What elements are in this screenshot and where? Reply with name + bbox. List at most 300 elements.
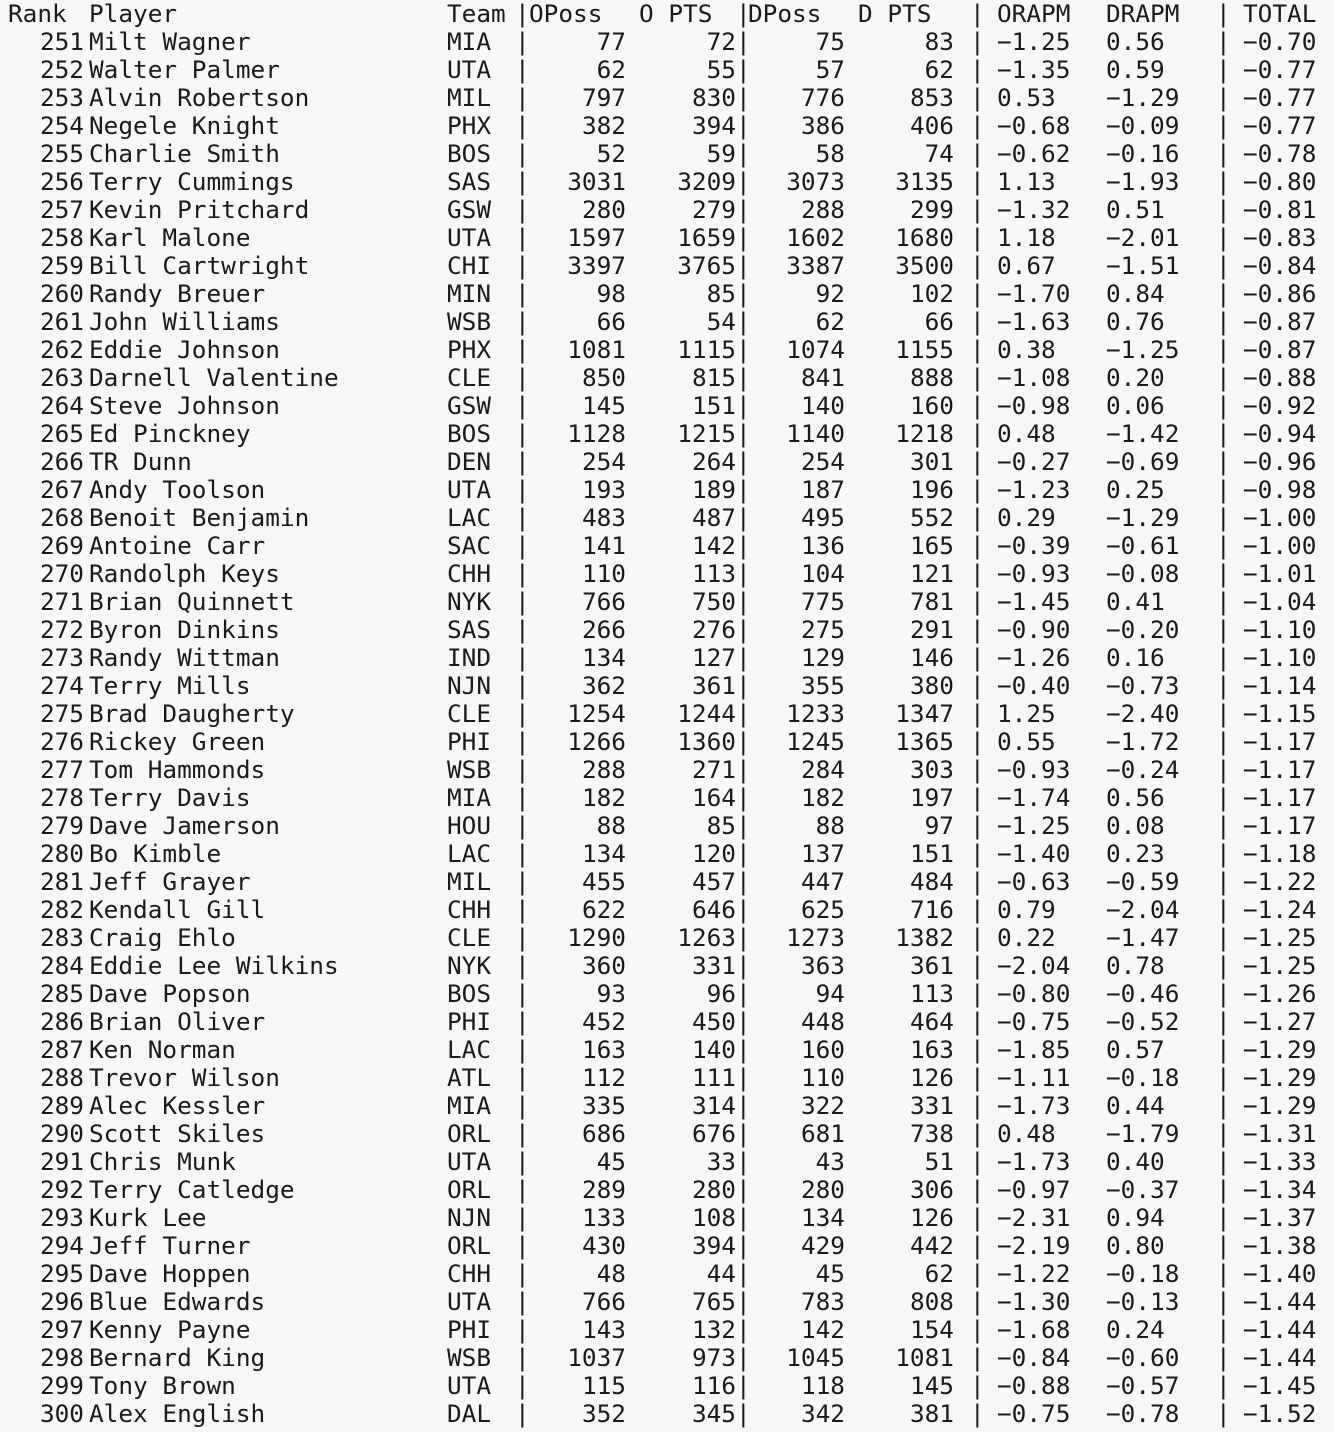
column-separator: | bbox=[736, 1287, 751, 1316]
column-separator: | bbox=[1216, 1091, 1231, 1120]
column-separator: | bbox=[1216, 111, 1231, 140]
cell-opts: 142 bbox=[691, 531, 736, 560]
cell-opts: 140 bbox=[691, 1035, 736, 1064]
cell-total: −1.25 bbox=[1243, 951, 1317, 980]
table-row bbox=[0, 392, 1334, 420]
cell-dpts: 197 bbox=[909, 783, 954, 812]
cell-player: Terry Mills bbox=[89, 671, 251, 700]
cell-drapm: 0.57 bbox=[1106, 1035, 1165, 1064]
cell-drapm: −0.09 bbox=[1106, 111, 1180, 140]
column-separator: | bbox=[515, 1091, 530, 1120]
cell-opts: 54 bbox=[706, 307, 736, 336]
cell-player: Eddie Lee Wilkins bbox=[89, 951, 339, 980]
cell-opts: 111 bbox=[691, 1063, 736, 1092]
cell-drapm: −0.13 bbox=[1106, 1287, 1180, 1316]
cell-opts: 3765 bbox=[677, 251, 736, 280]
column-separator: | bbox=[736, 279, 751, 308]
column-separator: | bbox=[970, 671, 985, 700]
column-separator: | bbox=[736, 783, 751, 812]
cell-orapm: −2.04 bbox=[997, 951, 1071, 980]
column-separator: | bbox=[515, 111, 530, 140]
cell-drapm: −2.04 bbox=[1106, 895, 1180, 924]
cell-rank: 291 bbox=[39, 1147, 84, 1176]
cell-dpts: 102 bbox=[909, 279, 954, 308]
column-separator: | bbox=[1216, 951, 1231, 980]
cell-opts: 314 bbox=[691, 1091, 736, 1120]
cell-opts: 85 bbox=[706, 279, 736, 308]
column-separator: | bbox=[736, 727, 751, 756]
cell-opts: 973 bbox=[691, 1343, 736, 1372]
cell-team: UTA bbox=[447, 1371, 492, 1400]
table-row bbox=[0, 952, 1334, 980]
cell-rank: 280 bbox=[39, 839, 84, 868]
cell-dpts: 154 bbox=[909, 1315, 954, 1344]
column-separator: | bbox=[515, 1343, 530, 1372]
cell-team: ORL bbox=[447, 1119, 492, 1148]
cell-drapm: 0.40 bbox=[1106, 1147, 1165, 1176]
cell-player: Craig Ehlo bbox=[89, 923, 236, 952]
cell-orapm: −1.22 bbox=[997, 1259, 1071, 1288]
cell-oposs: 430 bbox=[581, 1231, 626, 1260]
table-row bbox=[0, 308, 1334, 336]
cell-drapm: 0.59 bbox=[1106, 55, 1165, 84]
cell-player: Alvin Robertson bbox=[89, 83, 310, 112]
cell-oposs: 850 bbox=[581, 363, 626, 392]
cell-oposs: 1037 bbox=[567, 1343, 626, 1372]
column-separator: | bbox=[970, 195, 985, 224]
cell-team: LAC bbox=[447, 503, 492, 532]
column-separator: | bbox=[1216, 1399, 1231, 1428]
cell-orapm: −0.98 bbox=[997, 391, 1071, 420]
cell-opts: 151 bbox=[691, 391, 736, 420]
cell-team: SAS bbox=[447, 615, 492, 644]
column-separator: | bbox=[515, 559, 530, 588]
cell-team: CHH bbox=[447, 1259, 492, 1288]
cell-team: GSW bbox=[447, 391, 492, 420]
column-separator: | bbox=[1216, 1343, 1231, 1372]
column-separator: | bbox=[515, 867, 530, 896]
cell-player: Dave Hoppen bbox=[89, 1259, 251, 1288]
cell-rank: 267 bbox=[39, 475, 84, 504]
cell-team: CHH bbox=[447, 559, 492, 588]
table-row bbox=[0, 140, 1334, 168]
column-separator: | bbox=[1216, 895, 1231, 924]
cell-oposs: 766 bbox=[581, 587, 626, 616]
cell-rank: 292 bbox=[39, 1175, 84, 1204]
cell-total: −1.00 bbox=[1243, 503, 1317, 532]
table-row bbox=[0, 812, 1334, 840]
column-separator: | bbox=[515, 139, 530, 168]
cell-total: −0.88 bbox=[1243, 363, 1317, 392]
cell-oposs: 163 bbox=[581, 1035, 626, 1064]
cell-opts: 96 bbox=[706, 979, 736, 1008]
cell-dpts: 146 bbox=[909, 643, 954, 672]
column-separator: | bbox=[1216, 27, 1231, 56]
cell-drapm: 0.80 bbox=[1106, 1231, 1165, 1260]
column-separator: | bbox=[736, 1119, 751, 1148]
cell-orapm: −1.68 bbox=[997, 1315, 1071, 1344]
cell-oposs: 193 bbox=[581, 475, 626, 504]
cell-opts: 132 bbox=[691, 1315, 736, 1344]
cell-total: −0.94 bbox=[1243, 419, 1317, 448]
cell-total: −1.24 bbox=[1243, 895, 1317, 924]
cell-player: Ken Norman bbox=[89, 1035, 236, 1064]
cell-team: WSB bbox=[447, 307, 492, 336]
cell-opts: 59 bbox=[706, 139, 736, 168]
cell-dpts: 306 bbox=[909, 1175, 954, 1204]
cell-orapm: −0.93 bbox=[997, 559, 1071, 588]
cell-total: −0.70 bbox=[1243, 27, 1317, 56]
column-separator: | bbox=[736, 419, 751, 448]
table-row bbox=[0, 700, 1334, 728]
cell-orapm: −0.88 bbox=[997, 1371, 1071, 1400]
cell-oposs: 77 bbox=[596, 27, 626, 56]
cell-dpts: 331 bbox=[909, 1091, 954, 1120]
cell-rank: 256 bbox=[39, 167, 84, 196]
cell-team: DEN bbox=[447, 447, 492, 476]
cell-drapm: 0.20 bbox=[1106, 363, 1165, 392]
cell-total: −1.14 bbox=[1243, 671, 1317, 700]
cell-dpts: 1365 bbox=[895, 727, 954, 756]
column-separator: | bbox=[1216, 643, 1231, 672]
cell-rank: 297 bbox=[39, 1315, 84, 1344]
cell-opts: 487 bbox=[691, 503, 736, 532]
column-separator: | bbox=[970, 1371, 985, 1400]
cell-total: −1.33 bbox=[1243, 1147, 1317, 1176]
cell-opts: 1244 bbox=[677, 699, 736, 728]
cell-total: −1.15 bbox=[1243, 699, 1317, 728]
cell-team: GSW bbox=[447, 195, 492, 224]
column-separator: | bbox=[515, 1119, 530, 1148]
column-separator: | bbox=[970, 1315, 985, 1344]
column-separator: | bbox=[515, 839, 530, 868]
cell-dpts: 196 bbox=[909, 475, 954, 504]
cell-dpts: 1155 bbox=[895, 335, 954, 364]
cell-total: −0.86 bbox=[1243, 279, 1317, 308]
column-separator: | bbox=[736, 587, 751, 616]
column-separator: | bbox=[515, 979, 530, 1008]
cell-total: −0.98 bbox=[1243, 475, 1317, 504]
cell-rank: 282 bbox=[39, 895, 84, 924]
cell-oposs: 483 bbox=[581, 503, 626, 532]
column-separator: | bbox=[1216, 475, 1231, 504]
cell-rank: 263 bbox=[39, 363, 84, 392]
cell-team: CLE bbox=[447, 699, 492, 728]
cell-total: −1.04 bbox=[1243, 587, 1317, 616]
cell-dposs: 142 bbox=[800, 1315, 845, 1344]
column-separator: | bbox=[515, 335, 530, 364]
cell-orapm: 0.67 bbox=[997, 251, 1056, 280]
column-separator: | bbox=[736, 27, 751, 56]
header-team: Team bbox=[447, 0, 506, 28]
cell-dposs: 1140 bbox=[786, 419, 845, 448]
column-separator: | bbox=[970, 1063, 985, 1092]
cell-drapm: 0.41 bbox=[1106, 587, 1165, 616]
table-row bbox=[0, 112, 1334, 140]
column-separator: | bbox=[515, 783, 530, 812]
cell-team: NJN bbox=[447, 671, 492, 700]
column-separator: | bbox=[970, 139, 985, 168]
cell-orapm: −1.73 bbox=[997, 1147, 1071, 1176]
column-separator: | bbox=[515, 83, 530, 112]
cell-orapm: −0.75 bbox=[997, 1007, 1071, 1036]
cell-oposs: 143 bbox=[581, 1315, 626, 1344]
cell-dpts: 62 bbox=[924, 1259, 954, 1288]
column-separator: | bbox=[736, 559, 751, 588]
cell-opts: 276 bbox=[691, 615, 736, 644]
table-row bbox=[0, 196, 1334, 224]
cell-dposs: 92 bbox=[815, 279, 845, 308]
cell-dposs: 62 bbox=[815, 307, 845, 336]
table-row bbox=[0, 980, 1334, 1008]
cell-dpts: 62 bbox=[924, 55, 954, 84]
column-separator: | bbox=[736, 895, 751, 924]
cell-total: −0.77 bbox=[1243, 111, 1317, 140]
column-separator: | bbox=[515, 699, 530, 728]
cell-total: −0.78 bbox=[1243, 139, 1317, 168]
cell-dpts: 464 bbox=[909, 1007, 954, 1036]
column-separator: | bbox=[736, 1399, 751, 1428]
cell-opts: 457 bbox=[691, 867, 736, 896]
column-separator: | bbox=[736, 1147, 751, 1176]
header-dposs: DPoss bbox=[748, 0, 822, 28]
cell-dposs: 342 bbox=[800, 1399, 845, 1428]
cell-opts: 72 bbox=[706, 27, 736, 56]
table-row bbox=[0, 1008, 1334, 1036]
cell-dpts: 303 bbox=[909, 755, 954, 784]
cell-team: MIN bbox=[447, 279, 492, 308]
cell-drapm: 0.24 bbox=[1106, 1315, 1165, 1344]
cell-dposs: 322 bbox=[800, 1091, 845, 1120]
cell-dposs: 355 bbox=[800, 671, 845, 700]
cell-player: Eddie Johnson bbox=[89, 335, 280, 364]
table-row bbox=[0, 1372, 1334, 1400]
column-separator: | bbox=[736, 1063, 751, 1092]
cell-dposs: 104 bbox=[800, 559, 845, 588]
table-row bbox=[0, 868, 1334, 896]
column-separator: | bbox=[970, 391, 985, 420]
column-separator: | bbox=[970, 447, 985, 476]
table-row bbox=[0, 28, 1334, 56]
column-separator: | bbox=[736, 615, 751, 644]
cell-orapm: −1.45 bbox=[997, 587, 1071, 616]
cell-dpts: 74 bbox=[924, 139, 954, 168]
cell-dpts: 738 bbox=[909, 1119, 954, 1148]
column-separator: | bbox=[515, 0, 530, 28]
column-separator: | bbox=[970, 1287, 985, 1316]
column-separator: | bbox=[736, 1175, 751, 1204]
cell-total: −1.29 bbox=[1243, 1091, 1317, 1120]
cell-oposs: 452 bbox=[581, 1007, 626, 1036]
cell-oposs: 3031 bbox=[567, 167, 626, 196]
cell-team: MIA bbox=[447, 27, 492, 56]
cell-dpts: 299 bbox=[909, 195, 954, 224]
table-row bbox=[0, 1148, 1334, 1176]
cell-orapm: −0.40 bbox=[997, 671, 1071, 700]
cell-drapm: 0.25 bbox=[1106, 475, 1165, 504]
cell-drapm: −0.73 bbox=[1106, 671, 1180, 700]
column-separator: | bbox=[970, 55, 985, 84]
column-separator: | bbox=[970, 727, 985, 756]
column-separator: | bbox=[1216, 923, 1231, 952]
cell-player: Kurk Lee bbox=[89, 1203, 207, 1232]
cell-total: −1.22 bbox=[1243, 867, 1317, 896]
cell-team: UTA bbox=[447, 223, 492, 252]
column-separator: | bbox=[1216, 419, 1231, 448]
cell-rank: 269 bbox=[39, 531, 84, 560]
cell-oposs: 1254 bbox=[567, 699, 626, 728]
column-separator: | bbox=[515, 811, 530, 840]
column-separator: | bbox=[970, 867, 985, 896]
cell-drapm: −1.29 bbox=[1106, 503, 1180, 532]
cell-player: Randy Breuer bbox=[89, 279, 266, 308]
table-row bbox=[0, 504, 1334, 532]
cell-dposs: 187 bbox=[800, 475, 845, 504]
cell-player: Brad Daugherty bbox=[89, 699, 295, 728]
cell-opts: 279 bbox=[691, 195, 736, 224]
column-separator: | bbox=[736, 167, 751, 196]
cell-opts: 750 bbox=[691, 587, 736, 616]
column-separator: | bbox=[1216, 979, 1231, 1008]
cell-dposs: 88 bbox=[815, 811, 845, 840]
cell-orapm: −2.31 bbox=[997, 1203, 1071, 1232]
table-row bbox=[0, 1316, 1334, 1344]
cell-opts: 120 bbox=[691, 839, 736, 868]
cell-dpts: 381 bbox=[909, 1399, 954, 1428]
cell-dposs: 1074 bbox=[786, 335, 845, 364]
cell-team: PHX bbox=[447, 335, 492, 364]
cell-opts: 394 bbox=[691, 1231, 736, 1260]
cell-team: CHH bbox=[447, 895, 492, 924]
column-separator: | bbox=[736, 363, 751, 392]
cell-dpts: 66 bbox=[924, 307, 954, 336]
column-separator: | bbox=[970, 83, 985, 112]
cell-orapm: −1.25 bbox=[997, 27, 1071, 56]
cell-rank: 283 bbox=[39, 923, 84, 952]
column-separator: | bbox=[1216, 335, 1231, 364]
cell-rank: 287 bbox=[39, 1035, 84, 1064]
cell-player: Terry Davis bbox=[89, 783, 251, 812]
column-separator: | bbox=[1216, 55, 1231, 84]
table-row bbox=[0, 1092, 1334, 1120]
table-row bbox=[0, 1288, 1334, 1316]
cell-player: Jeff Grayer bbox=[89, 867, 251, 896]
cell-dposs: 160 bbox=[800, 1035, 845, 1064]
column-separator: | bbox=[1216, 223, 1231, 252]
cell-oposs: 254 bbox=[581, 447, 626, 476]
cell-orapm: −0.62 bbox=[997, 139, 1071, 168]
column-separator: | bbox=[515, 1287, 530, 1316]
column-separator: | bbox=[1216, 1063, 1231, 1092]
cell-opts: 164 bbox=[691, 783, 736, 812]
table-row bbox=[0, 672, 1334, 700]
cell-orapm: 0.22 bbox=[997, 923, 1056, 952]
cell-dpts: 3500 bbox=[895, 251, 954, 280]
column-separator: | bbox=[970, 363, 985, 392]
cell-dposs: 681 bbox=[800, 1119, 845, 1148]
cell-oposs: 110 bbox=[581, 559, 626, 588]
cell-drapm: −0.69 bbox=[1106, 447, 1180, 476]
column-separator: | bbox=[970, 1007, 985, 1036]
cell-rank: 289 bbox=[39, 1091, 84, 1120]
cell-rank: 253 bbox=[39, 83, 84, 112]
cell-team: SAS bbox=[447, 167, 492, 196]
cell-rank: 264 bbox=[39, 391, 84, 420]
cell-orapm: −1.85 bbox=[997, 1035, 1071, 1064]
cell-drapm: 0.56 bbox=[1106, 27, 1165, 56]
cell-drapm: 0.84 bbox=[1106, 279, 1165, 308]
column-separator: | bbox=[1216, 839, 1231, 868]
cell-player: Scott Skiles bbox=[89, 1119, 266, 1148]
column-separator: | bbox=[1216, 867, 1231, 896]
column-separator: | bbox=[515, 195, 530, 224]
column-separator: | bbox=[515, 1399, 530, 1428]
cell-oposs: 93 bbox=[596, 979, 626, 1008]
cell-opts: 108 bbox=[691, 1203, 736, 1232]
cell-opts: 280 bbox=[691, 1175, 736, 1204]
cell-dposs: 625 bbox=[800, 895, 845, 924]
column-separator: | bbox=[1216, 391, 1231, 420]
column-separator: | bbox=[515, 895, 530, 924]
cell-player: Chris Munk bbox=[89, 1147, 236, 1176]
table-row bbox=[0, 756, 1334, 784]
cell-dpts: 888 bbox=[909, 363, 954, 392]
cell-team: PHI bbox=[447, 1007, 492, 1036]
cell-oposs: 335 bbox=[581, 1091, 626, 1120]
cell-drapm: −0.57 bbox=[1106, 1371, 1180, 1400]
cell-team: UTA bbox=[447, 475, 492, 504]
column-separator: | bbox=[515, 643, 530, 672]
table-row bbox=[0, 1232, 1334, 1260]
cell-oposs: 360 bbox=[581, 951, 626, 980]
column-separator: | bbox=[1216, 1315, 1231, 1344]
cell-team: MIA bbox=[447, 783, 492, 812]
column-separator: | bbox=[736, 1231, 751, 1260]
cell-rank: 266 bbox=[39, 447, 84, 476]
cell-rank: 268 bbox=[39, 503, 84, 532]
cell-orapm: −0.39 bbox=[997, 531, 1071, 560]
cell-rank: 260 bbox=[39, 279, 84, 308]
column-separator: | bbox=[515, 279, 530, 308]
column-separator: | bbox=[515, 755, 530, 784]
cell-player: Byron Dinkins bbox=[89, 615, 280, 644]
column-separator: | bbox=[515, 391, 530, 420]
table-header bbox=[0, 0, 1334, 28]
cell-player: Charlie Smith bbox=[89, 139, 280, 168]
column-separator: | bbox=[1216, 0, 1231, 28]
cell-opts: 189 bbox=[691, 475, 736, 504]
cell-dpts: 406 bbox=[909, 111, 954, 140]
cell-opts: 450 bbox=[691, 1007, 736, 1036]
cell-dpts: 301 bbox=[909, 447, 954, 476]
cell-dpts: 1347 bbox=[895, 699, 954, 728]
column-separator: | bbox=[970, 699, 985, 728]
cell-dposs: 136 bbox=[800, 531, 845, 560]
cell-oposs: 66 bbox=[596, 307, 626, 336]
cell-opts: 765 bbox=[691, 1287, 736, 1316]
cell-team: BOS bbox=[447, 419, 492, 448]
column-separator: | bbox=[515, 1035, 530, 1064]
cell-total: −0.96 bbox=[1243, 447, 1317, 476]
cell-orapm: −0.63 bbox=[997, 867, 1071, 896]
column-separator: | bbox=[736, 0, 751, 28]
cell-team: LAC bbox=[447, 1035, 492, 1064]
column-separator: | bbox=[736, 391, 751, 420]
column-separator: | bbox=[736, 951, 751, 980]
cell-oposs: 62 bbox=[596, 55, 626, 84]
cell-dpts: 484 bbox=[909, 867, 954, 896]
column-separator: | bbox=[736, 643, 751, 672]
